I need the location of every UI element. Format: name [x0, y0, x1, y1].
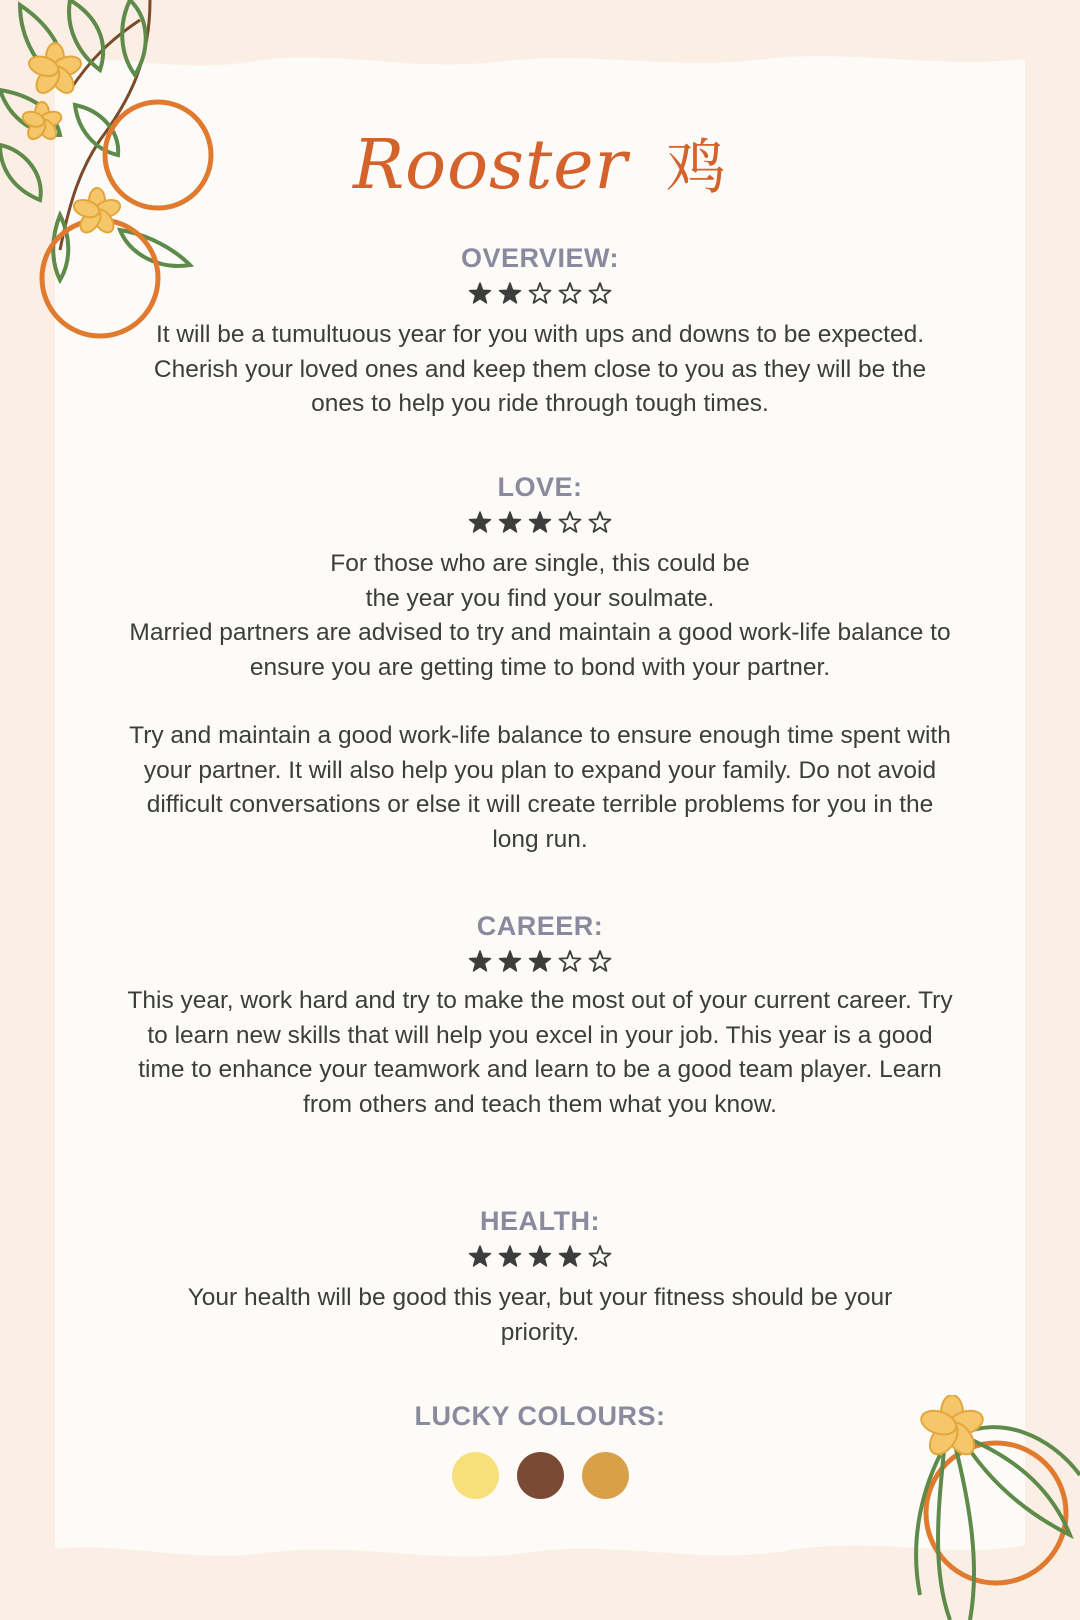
star-filled-icon	[527, 1243, 553, 1269]
star-outline-icon	[587, 1243, 613, 1269]
star-filled-icon	[467, 1243, 493, 1269]
star-filled-icon	[557, 1243, 583, 1269]
star-filled-icon	[467, 948, 493, 974]
love-paragraph-balance: Try and maintain a good work-life balance to ensure enough time spent with your partner. It will also help you plan to expand your family. Do not avoid difficult conversations or else it will create terrible problems for you in the long run.	[129, 722, 951, 853]
lucky-colour-swatch	[517, 1452, 564, 1499]
star-filled-icon	[497, 280, 523, 306]
star-outline-icon	[587, 948, 613, 974]
star-outline-icon	[557, 509, 583, 535]
health-rating	[55, 1243, 1025, 1269]
star-outline-icon	[587, 280, 613, 306]
star-outline-icon	[557, 280, 583, 306]
overview-paragraph: It will be a tumultuous year for you with ups and downs to be expected. Cherish your loved ones and keep them close to you as they will be the ones to help you ride through tough times.	[153, 321, 927, 417]
lucky-colours-heading: LUCKY COLOURS:	[414, 1401, 666, 1431]
page-title	[0, 120, 1080, 206]
title-chinese-glyph: 鸡	[666, 133, 728, 203]
health-paragraph: Your health will be good this year, but your fitness should be your priority.	[187, 1284, 893, 1346]
overview-heading: OVERVIEW:	[460, 243, 620, 273]
star-filled-icon	[497, 948, 523, 974]
star-filled-icon	[527, 509, 553, 535]
section-overview	[55, 242, 1025, 422]
star-filled-icon	[497, 1243, 523, 1269]
lucky-colour-swatch	[452, 1452, 499, 1499]
star-filled-icon	[497, 509, 523, 535]
love-rating	[55, 509, 1025, 535]
star-filled-icon	[467, 509, 493, 535]
star-outline-icon	[587, 509, 613, 535]
love-paragraph-single: For those who are single, this could be the year you find your soulmate.	[330, 550, 750, 612]
section-lucky-colours	[55, 1400, 1025, 1499]
love-heading: LOVE:	[497, 472, 583, 502]
lucky-colour-swatches	[55, 1452, 1025, 1499]
section-love	[55, 471, 1025, 857]
career-paragraph: This year, work hard and try to make the most out of your current career. Try to learn new skills that will help you excel in your job. This year is a good time to enhance your teamwork and learn to be a good team player. Learn from others and teach them what you know.	[127, 987, 953, 1118]
love-paragraph-married: Married partners are advised to try and maintain a good work-life balance to ensure you are getting time to bond with your partner.	[129, 619, 951, 681]
star-filled-icon	[527, 948, 553, 974]
star-outline-icon	[527, 280, 553, 306]
lucky-colour-swatch	[582, 1452, 629, 1499]
health-heading: HEALTH:	[480, 1206, 600, 1236]
overview-rating	[55, 280, 1025, 306]
career-heading: CAREER:	[476, 911, 604, 941]
title-text: Rooster	[352, 126, 629, 205]
star-outline-icon	[557, 948, 583, 974]
career-rating	[55, 948, 1025, 974]
section-career	[55, 910, 1025, 1122]
section-health	[55, 1205, 1025, 1350]
star-filled-icon	[467, 280, 493, 306]
